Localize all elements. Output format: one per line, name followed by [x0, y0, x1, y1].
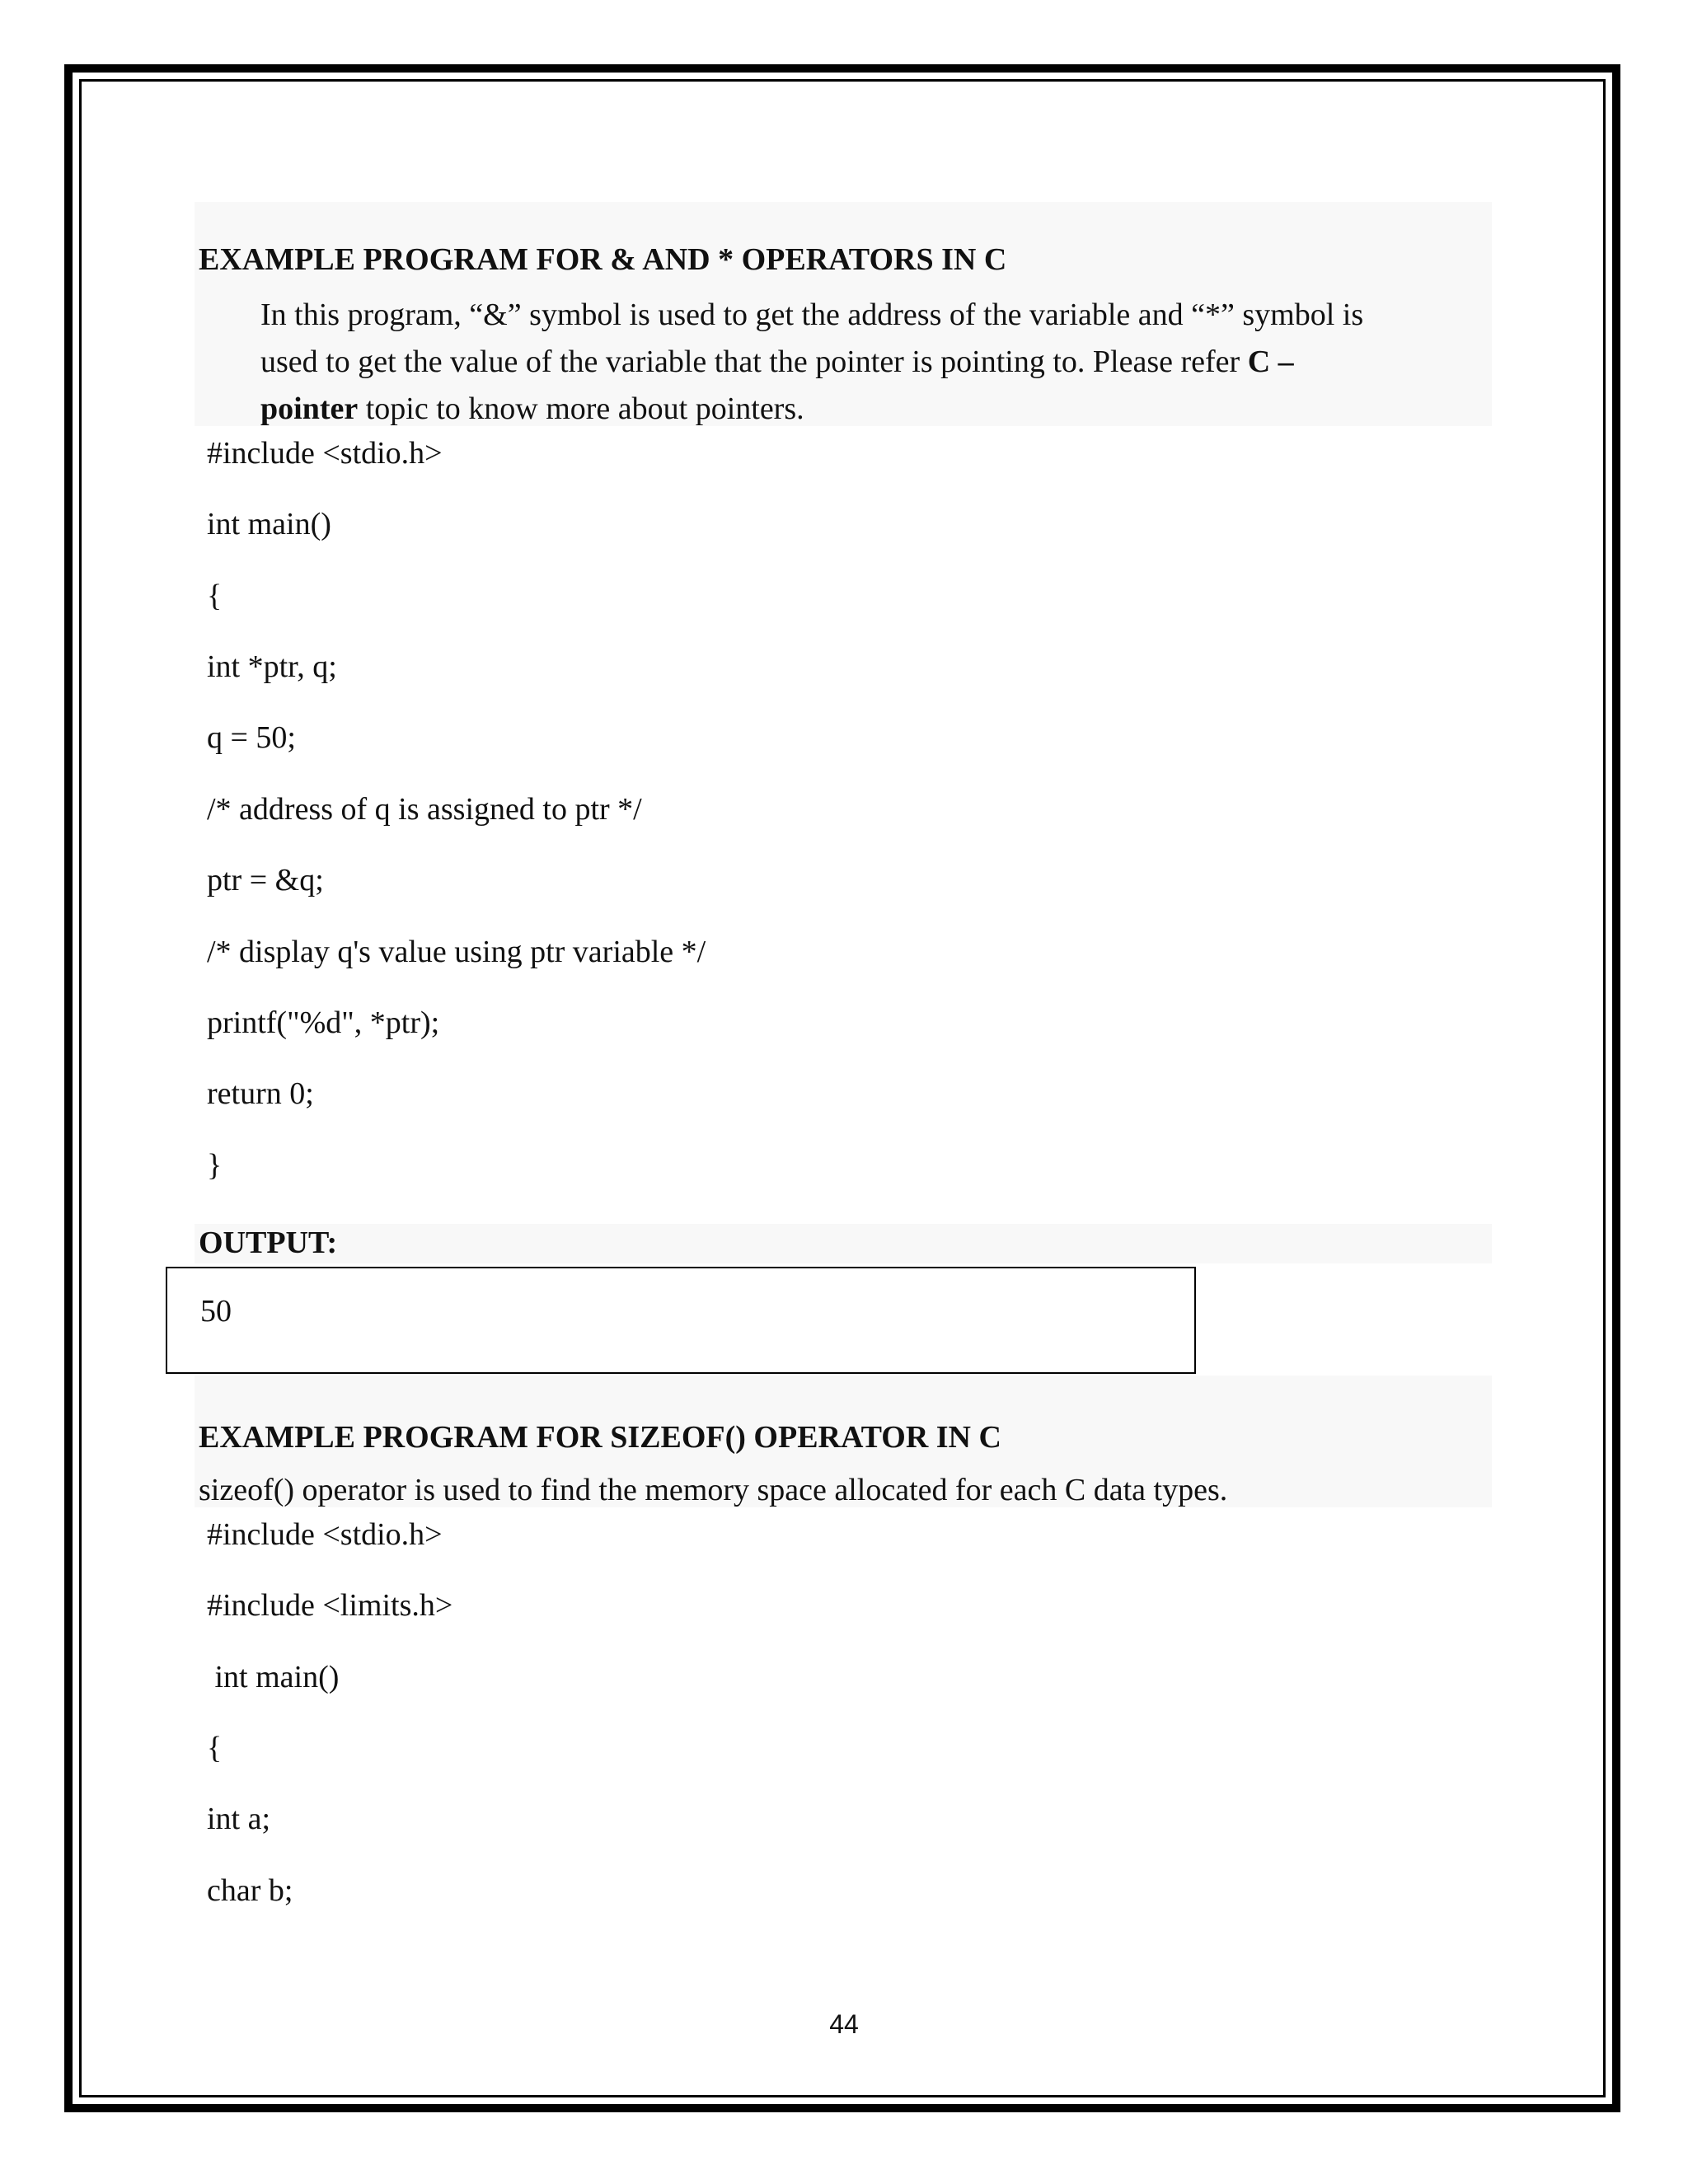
section2-description: sizeof() operator is used to find the memory space allocated for each C data types.: [199, 1473, 1228, 1507]
output-label: OUTPUT:: [199, 1226, 338, 1260]
code-line: int main(): [207, 507, 331, 541]
code-line: printf("%d", *ptr);: [207, 1005, 440, 1040]
code-line: /* display q's value using ptr variable */: [207, 935, 706, 969]
code-line: int a;: [207, 1802, 271, 1836]
paragraph-line-2: [260, 339, 1492, 386]
code-line: {: [207, 579, 223, 613]
section2-heading: EXAMPLE PROGRAM FOR SIZEOF() OPERATOR IN C: [199, 1420, 1001, 1455]
section1-heading: EXAMPLE PROGRAM FOR & AND * OPERATORS IN C: [199, 242, 1007, 277]
paragraph-line-3: [260, 386, 1492, 433]
code-line: return 0;: [207, 1076, 314, 1111]
code-line: int *ptr, q;: [207, 649, 337, 684]
output-box: [166, 1267, 1196, 1374]
code-line: /* address of q is assigned to ptr */: [207, 792, 642, 827]
code-line: }: [207, 1148, 223, 1183]
code-line: #include <stdio.h>: [207, 436, 443, 471]
code-line: {: [207, 1731, 223, 1765]
output-label-shading: [195, 1224, 1492, 1263]
page-number: 44: [829, 2009, 859, 2039]
paragraph-line-3-text: topic to know more about pointers.: [358, 391, 804, 426]
code-line: char b;: [207, 1873, 293, 1908]
code-line: q = 50;: [207, 720, 296, 755]
section1-paragraph: [260, 292, 1492, 433]
output-value: 50: [200, 1294, 232, 1329]
c-pointer-bold-1: C –: [1247, 344, 1294, 379]
code-line: #include <limits.h>: [207, 1588, 453, 1623]
paragraph-line-1: In this program, “&” symbol is used to get the address of the variable and “*” symbol is: [260, 298, 1364, 332]
code-line: int main(): [207, 1660, 340, 1694]
code-line: #include <stdio.h>: [207, 1517, 443, 1552]
paragraph-line-2-text: used to get the value of the variable that the pointer is pointing to. Please refer: [260, 344, 1248, 379]
c-pointer-bold-2: pointer: [260, 391, 359, 426]
code-line: ptr = &q;: [207, 863, 324, 898]
